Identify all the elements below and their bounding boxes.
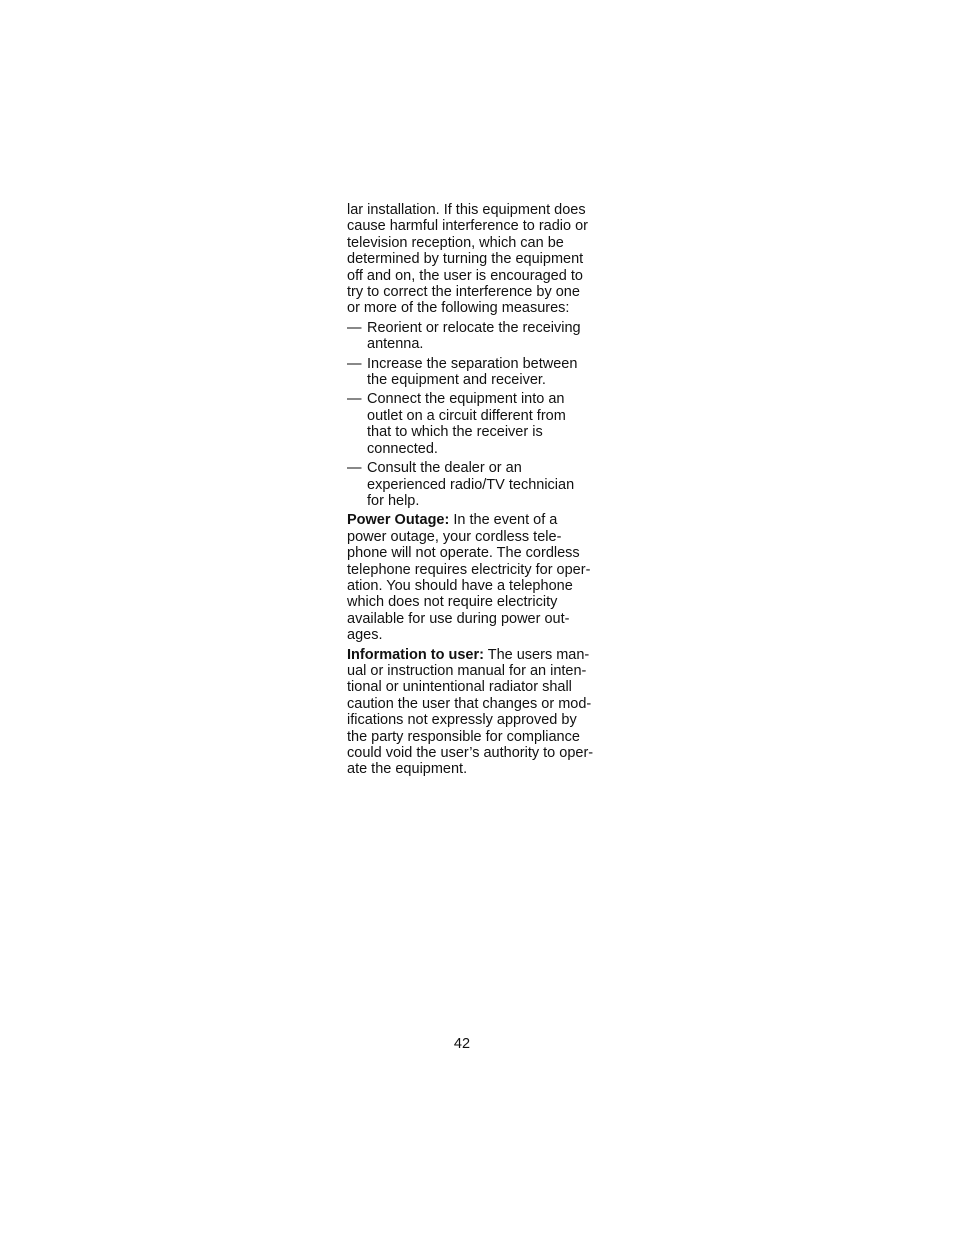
measure-line: connected. (367, 440, 438, 457)
information-line: ual or instruction manual for an inten- (347, 662, 587, 679)
measure-line: Reorient or relocate the receiving (367, 319, 581, 336)
power-outage-line: ation. You should have a telephone (347, 577, 573, 594)
information-first-line (347, 647, 611, 663)
em-dash: — (347, 391, 362, 408)
information-paragraph (347, 647, 611, 778)
information-line: ate the equipment. (347, 761, 468, 778)
intro-line: determined by turning the equipment (347, 251, 584, 268)
measure-line: for help. (367, 492, 420, 509)
power-outage-heading: Power Outage: (347, 512, 450, 529)
text-column (347, 202, 611, 778)
page-number: 42 (453, 1036, 471, 1052)
power-outage-first-line (347, 512, 611, 528)
measure-item-separation (347, 356, 611, 389)
power-outage-paragraph (347, 512, 611, 643)
measure-line: the equipment and receiver. (367, 372, 546, 389)
intro-line: television reception, which can be (347, 234, 564, 251)
measure-item-outlet (347, 391, 611, 457)
em-dash: — (347, 460, 362, 477)
power-outage-line: available for use during power out- (347, 610, 570, 627)
measure-line: antenna. (367, 336, 424, 353)
information-first-line-text: The users man- (483, 646, 590, 663)
intro-paragraph (347, 202, 611, 317)
measure-line: Increase the separation between (367, 355, 578, 372)
power-outage-line: which does not require electricity (347, 594, 558, 611)
intro-line: try to correct the interference by one (347, 284, 580, 301)
information-line: the party responsible for compliance (347, 728, 580, 745)
em-dash: — (347, 319, 362, 336)
power-outage-line: ages. (347, 627, 383, 644)
measure-line: that to which the receiver is (367, 424, 543, 441)
power-outage-line: phone will not operate. The cordless (347, 545, 580, 562)
information-line: tional or unintentional radiator shall (347, 679, 572, 696)
information-line: ifications not expressly approved by (347, 712, 577, 729)
power-outage-line: telephone requires electricity for oper- (347, 561, 591, 578)
measure-line: Consult the dealer or an (367, 460, 522, 477)
measure-line: Connect the equipment into an (367, 391, 565, 408)
intro-line: off and on, the user is encouraged to (347, 267, 583, 284)
measure-line: experienced radio/TV technician (367, 476, 575, 493)
measure-item-reorient (347, 320, 611, 353)
intro-line: cause harmful interference to radio or (347, 218, 588, 235)
measure-item-consult (347, 460, 611, 509)
intro-line: or more of the following measures: (347, 300, 570, 317)
information-line: could void the user’s authority to oper- (347, 745, 594, 761)
power-outage-first-line-text: In the event of a (449, 512, 558, 529)
power-outage-line: power outage, your cordless tele- (347, 528, 562, 545)
measure-line: outlet on a circuit different from (367, 407, 566, 424)
information-line: caution the user that changes or mod- (347, 695, 592, 712)
intro-line: lar installation. If this equipment does (347, 202, 586, 218)
information-heading: Information to user: (347, 646, 484, 663)
em-dash: — (347, 355, 362, 372)
